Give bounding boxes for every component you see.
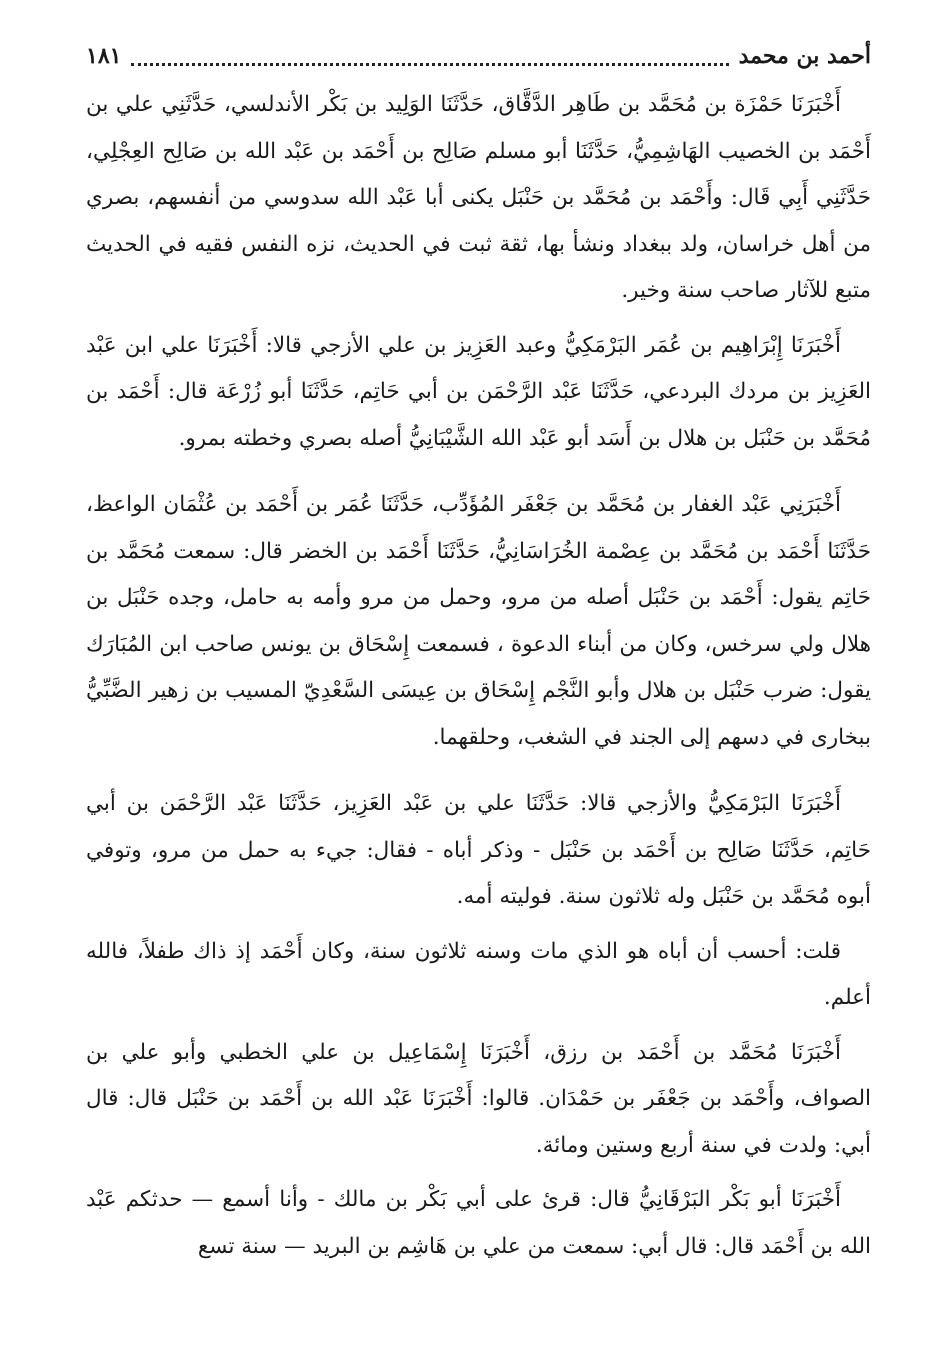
paragraph-3: أَخْبَرَنِي عَبْد الغفار بن مُحَمَّد بن جَعْفَر المُؤَدِّب، حَدَّثَنَا عُمَر بن أَحْمَد بن عُثْمَان الواعظ، حَدَّثَنَا أَحْمَد بن مُحَمَّد بن عِصْمة الخُرَاسَانِيُّ، حَدَّثَنَا أَحْمَد بن الخضر قال: سمعت مُحَمَّد بن حَاتِم يقول: أَحْمَد بن حَنْبَل أصله من مرو، وحمل من مرو وأمه به حامل، وجده حَنْبَل بن هلال ولي سرخس، وكان من أبناء الدعوة ، فسمعت إِسْحَاق بن يونس صاحب ابن المُبَارَك يقول: ضرب حَنْبَل بن هلال وأبو النَّجْم إِسْحَاق بن عِيسَى السَّعْدِيّ المسيب بن زهير الضَّبِّيُّ ببخارى في دسهم إلى الجند في الشغب، وحلقهما. xyxy=(86,492,871,750)
paragraph-4: أَخْبَرَنَا البَرْمَكِيُّ والأزجي قالا: حَدَّثَنَا علي بن عَبْد العَزِيز، حَدَّثَنَا عَبْد الرَّحْمَن بن أبي حَاتِم، حَدَّثَنَا صَالِح بن أَحْمَد بن حَنْبَل - وذكر أباه - فقال: جيء به حمل من مرو، وتوفي أبوه مُحَمَّد بن حَنْبَل وله ثلاثون سنة. فوليته أمه. xyxy=(86,791,871,909)
dot-leader xyxy=(131,63,728,66)
running-title: أحمد بن محمد xyxy=(738,43,871,69)
paragraph-5: قلت: أحسب أن أباه هو الذي مات وسنه ثلاثون سنة، وكان أَحْمَد إذ ذاك طفلاً، فالله أعلم. xyxy=(86,938,871,1010)
paragraph-6: أَخْبَرَنَا مُحَمَّد بن أَحْمَد بن رزق، أَخْبَرَنَا إِسْمَاعِيل بن علي الخطبي وأبو علي بن الصواف، وأَحْمَد بن جَعْفَر بن حَمْدَان. قالوا: أَخْبَرَنَا عَبْد الله بن أَحْمَد بن حَنْبَل قال: قال أبي: ولدت في سنة أربع وستين ومائة. xyxy=(86,1039,871,1158)
paragraph-1: أَخْبَرَنَا حَمْزَة بن مُحَمَّد بن طَاهِر الدَّقَّاق، حَدَّثَنَا الوَلِيد بن بَكْر الأندلسي، حَدَّثَنِي علي بن أَحْمَد بن الخصيب الهَاشِمِيُّ، حَدَّثَنَا أبو مسلم صَالِح بن أَحْمَد بن عَبْد الله بن صَالِح العِجْلِي، حَدَّثَنِي أَبِي قَال: وأَحْمَد بن مُحَمَّد بن حَنْبَل يكنى أبا عَبْد الله سدوسي من أنفسهم، بصري من أهل خراسان، ولد ببغداد ونشأ بها، ثقة ثبت في الحديث، نزه النفس فقيه في الحديث متبع للآثار صاحب سنة وخير. xyxy=(86,92,871,303)
paragraph-2: أَخْبَرَنَا إِبْرَاهِيم بن عُمَر البَرْمَكِيُّ وعبد العَزِيز بن علي الأزجي قالا: أَخْبَرَنَا علي ابن عَبْد العَزِيز بن مردك البردعي، حَدَّثَنَا عَبْد الرَّحْمَن بن أبي حَاتِم، حَدَّثَنَا أبو زُرْعَة قال: أَحْمَد بن مُحَمَّد بن حَنْبَل بن هلال بن أَسَد أبو عَبْد الله الشَّيْبَانِيُّ أصله بصري وخطته بمرو. xyxy=(86,332,871,451)
paragraph-7: أَخْبَرَنَا أبو بَكْر البَرْقَانِيُّ قال: قرئ على أبي بَكْر بن مالك - وأنا أسمع — حدثكم عَبْد الله بن أَحْمَد قال: قال أبي: سمعت من علي بن هَاشِم بن البريد — سنة تسع xyxy=(86,1187,871,1259)
body-text xyxy=(86,82,871,1278)
page-number: ١٨١ xyxy=(86,43,122,69)
page-header xyxy=(86,36,871,76)
